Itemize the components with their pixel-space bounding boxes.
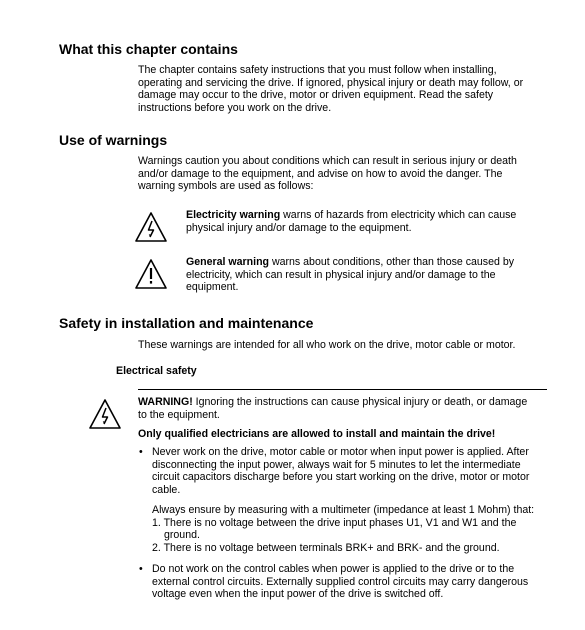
warning-title: WARNING! bbox=[138, 396, 193, 408]
text-span: warns of hazards from electricity which can cause bbox=[280, 209, 517, 221]
text-line: operating and servicing the drive. If ignored, physical injury or death may follow, or bbox=[138, 76, 524, 89]
bullet-item-never-work bbox=[152, 446, 572, 497]
bullet-glyph: • bbox=[139, 563, 143, 575]
bullet-item-control-cables bbox=[152, 563, 572, 601]
text-line: Warnings caution you about conditions which can result in serious injury or death bbox=[138, 155, 517, 167]
text-line bbox=[186, 256, 566, 269]
text-line: Do not work on the control cables when power is applied to the drive or to the bbox=[152, 563, 515, 575]
warning-statement bbox=[138, 396, 568, 421]
chapter-intro-paragraph bbox=[138, 64, 568, 115]
text-line: disconnecting the input power, always wait for 5 minutes to let the intermediate bbox=[152, 458, 521, 471]
general-warning-description bbox=[186, 256, 566, 294]
heading-what-this-chapter-contains: What this chapter contains bbox=[59, 41, 238, 57]
safety-intro-line: These warnings are intended for all who work on the drive, motor cable or motor. bbox=[138, 339, 516, 351]
list-item-continuation: ground. bbox=[164, 529, 200, 542]
list-item: 2. There is no voltage between terminals BRK+ and BRK- and the ground. bbox=[152, 542, 500, 555]
text-line: Never work on the drive, motor cable or motor when input power is applied. After bbox=[152, 446, 529, 458]
list-item: 1. There is no voltage between the drive input phases U1, V1 and W1 and the bbox=[152, 516, 517, 529]
heading-safety-in-installation: Safety in installation and maintenance bbox=[59, 315, 314, 331]
electricity-warning-title: Electricity warning bbox=[186, 209, 281, 221]
text-line: damage may occur to the drive, motor or driven equipment. Read the safety bbox=[138, 89, 494, 102]
text-line: and/or damage to the equipment, and advise on how to avoid the danger. The bbox=[138, 167, 503, 180]
text-line: physical injury and/or damage to the equipment. bbox=[186, 221, 412, 234]
text-span: warns about conditions, other than those caused by bbox=[269, 256, 515, 268]
electricity-warning-icon bbox=[134, 211, 168, 243]
divider-rule bbox=[138, 389, 547, 390]
text-line: circuit capacitors discharge before you start working on the drive, motor or motor bbox=[152, 471, 530, 484]
electricity-warning-description bbox=[186, 209, 566, 234]
heading-use-of-warnings: Use of warnings bbox=[59, 132, 168, 148]
text-line: equipment. bbox=[186, 281, 239, 294]
electricity-warning-icon bbox=[88, 398, 122, 430]
bullet-glyph: • bbox=[139, 446, 143, 458]
text-line bbox=[138, 396, 568, 409]
text-span: Ignoring the instructions can cause physical injury or death, or damage bbox=[192, 396, 528, 408]
warnings-intro-paragraph bbox=[138, 155, 568, 193]
general-warning-icon bbox=[134, 258, 168, 290]
text-line: warning symbols are used as follows: bbox=[138, 180, 314, 193]
text-line: cable. bbox=[152, 484, 181, 497]
subheading-electrical-safety: Electrical safety bbox=[116, 365, 197, 377]
text-line bbox=[186, 209, 566, 222]
text-line: The chapter contains safety instructions that you must follow when installing, bbox=[138, 64, 497, 76]
qualified-electricians-notice: Only qualified electricians are allowed to install and maintain the drive! bbox=[138, 428, 496, 440]
measure-instructions bbox=[152, 504, 572, 555]
text-line: voltage even when the input power of the drive is switched off. bbox=[152, 588, 444, 601]
general-warning-title: General warning bbox=[186, 256, 270, 268]
text-line: external control circuits. Externally supplied control circuits may carry dangerous bbox=[152, 575, 529, 588]
text-line: instructions before you work on the drive. bbox=[138, 102, 332, 115]
text-line: Always ensure by measuring with a multimeter (impedance at least 1 Mohm) that: bbox=[152, 504, 535, 516]
text-line: electricity, which can result in physical injury and/or damage to the bbox=[186, 268, 496, 281]
text-line: to the equipment. bbox=[138, 408, 220, 421]
